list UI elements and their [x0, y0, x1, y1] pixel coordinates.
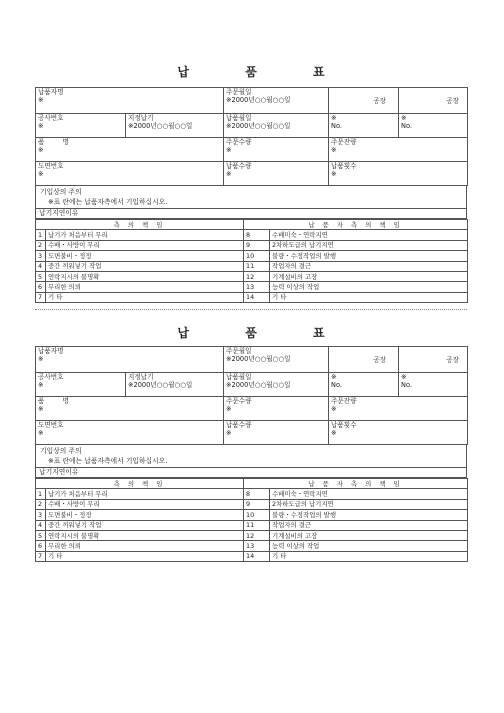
notes-title: 기입상의 주의 [40, 447, 82, 455]
reason-row: 2 수배・사방이 무리 9 2차하도급의 납기지연 [36, 499, 468, 509]
due-cell: 지정납기 ※2000년○○월○○일 [126, 114, 224, 138]
supplier-cell: 납품자명 ※ [36, 88, 224, 114]
delivery-count-cell: 납품횟수 ※ [329, 162, 468, 186]
item-cell: 품 명 ※ [36, 397, 224, 421]
factory-cell-2: 공장 [399, 347, 468, 373]
form-title: 납 품 표 [177, 326, 351, 340]
reason-row: 3 도면불비・정정 10 불량・수정작업의 발행 [36, 251, 468, 261]
delivery-count-cell: 납품횟수 ※ [329, 421, 468, 445]
factory-cell-1: 공장 [329, 88, 399, 114]
right-head: 납 품 자 측 의 책 임 [244, 220, 468, 230]
factory-cell-2: 공장 [399, 88, 468, 114]
header-table [35, 346, 468, 445]
right-head: 납 품 자 측 의 책 임 [244, 479, 468, 489]
notes-text: ※표 란에는 납품자측에서 기입하십시오. [48, 457, 168, 465]
delivery-qty-cell: 납품수량 ※ [224, 162, 329, 186]
work-no-cell: 공사번호 ※ [36, 373, 126, 397]
cut-line [35, 309, 467, 310]
work-no-cell: 공사번호 ※ [36, 114, 126, 138]
form-title: 납 품 표 [177, 65, 351, 79]
supplier-cell: 납품자명 ※ [36, 347, 224, 373]
no-cell-1: ※ No. [329, 114, 399, 138]
no-cell-2: ※ No. [399, 373, 468, 397]
reason-row: 4 중간 끼워넣기 작업 11 작업자의 결근 [36, 520, 468, 530]
reason-row: 5 연락지시의 불명확 12 기계설비의 고장 [36, 271, 468, 281]
notes-text: ※표 란에는 납품자측에서 기입하십시오. [48, 198, 168, 206]
header-table [35, 87, 468, 186]
reason-row: 7 기 타 14 기 타 [36, 292, 468, 302]
reason-row: 7 기 타 14 기 타 [36, 551, 468, 561]
reason-row: 6 무리한 의뢰 13 능력 이상의 작업 [36, 541, 468, 551]
item-cell: 품 명 ※ [36, 138, 224, 162]
order-qty-cell: 주문수량 ※ [224, 397, 329, 421]
delivery-qty-cell: 납품수량 ※ [224, 421, 329, 445]
order-qty-cell: 주문수량 ※ [224, 138, 329, 162]
order-date-cell: 주문월일 ※2000년○○월○○일 [224, 347, 329, 373]
delivery-date-cell: 납품월일 ※2000년○○월○○일 [224, 114, 329, 138]
order-rest-cell: 주문잔량 ※ [329, 397, 468, 421]
reason-row: 1 납기가 처음부터 무리 8 수배미숙・연락지연 [36, 230, 468, 240]
notes-box [35, 186, 467, 209]
reason-table [35, 219, 468, 303]
notes-title: 기입상의 주의 [40, 188, 82, 196]
no-cell-2: ※ No. [399, 114, 468, 138]
notes-box [35, 445, 467, 468]
reason-row: 5 연락지시의 불명확 12 기계설비의 고장 [36, 530, 468, 540]
drawing-cell: 도면번호 ※ [36, 421, 224, 445]
due-cell: 지정납기 ※2000년○○월○○일 [126, 373, 224, 397]
factory-cell-1: 공장 [329, 347, 399, 373]
delay-reason-label: 납기지연이유 [35, 209, 467, 219]
order-date-cell: 주문월일 ※2000년○○월○○일 [224, 88, 329, 114]
reason-row: 2 수배・사방이 무리 9 2차하도급의 납기지연 [36, 240, 468, 250]
delivery-form-2 [35, 324, 467, 562]
reason-row: 3 도면불비・정정 10 불량・수정작업의 발행 [36, 510, 468, 520]
order-rest-cell: 주문잔량 ※ [329, 138, 468, 162]
left-head: 측 의 책 임 [36, 479, 244, 489]
delivery-form-1 [35, 63, 467, 303]
reason-row: 4 중간 끼워넣기 작업 11 작업자의 결근 [36, 261, 468, 271]
reason-row: 6 무리한 의뢰 13 능력 이상의 작업 [36, 282, 468, 292]
delivery-date-cell: 납품월일 ※2000년○○월○○일 [224, 373, 329, 397]
drawing-cell: 도면번호 ※ [36, 162, 224, 186]
reason-table [35, 478, 468, 562]
no-cell-1: ※ No. [329, 373, 399, 397]
delay-reason-label: 납기지연이유 [35, 468, 467, 478]
left-head: 측 의 책 임 [36, 220, 244, 230]
reason-row: 1 납기가 처음부터 무리 8 수배미숙・연락지연 [36, 489, 468, 499]
